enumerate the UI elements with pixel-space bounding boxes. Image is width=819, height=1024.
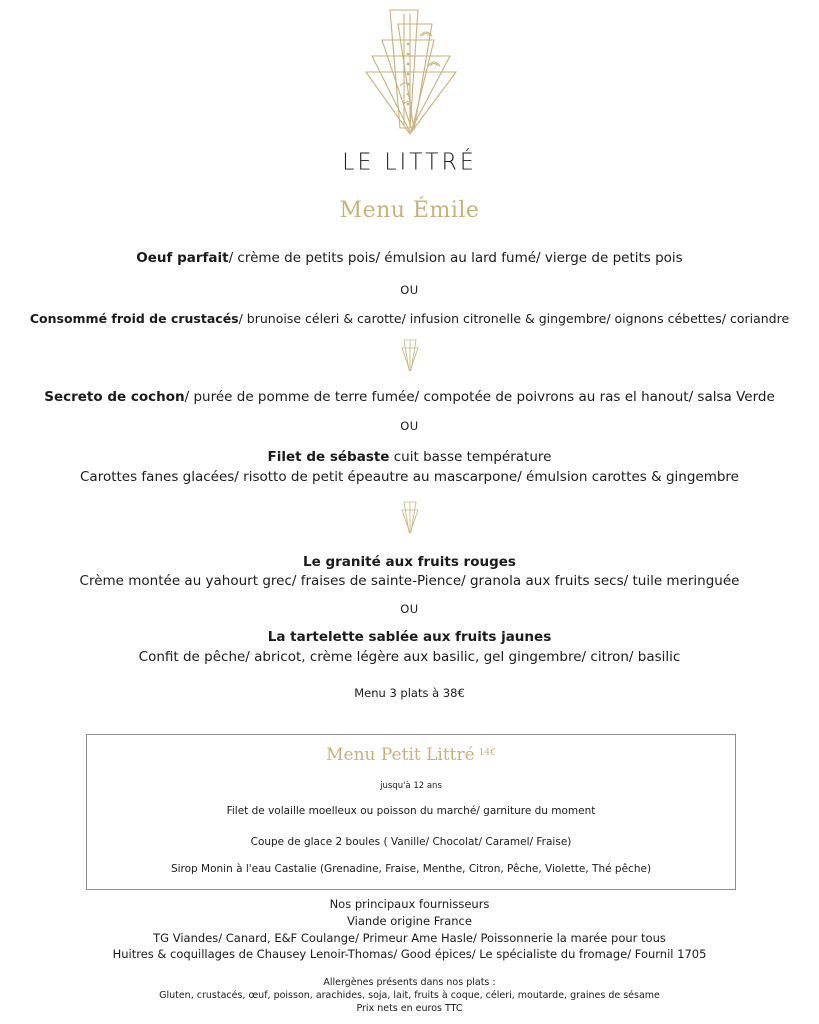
main-option-2 (0, 449, 819, 465)
main-option-1 (0, 389, 819, 405)
suppliers-line-2: TG Viandes/ Canard, E&F Coulange/ Primeur Ame Hasle/ Poissonnerie la marée pour tous (153, 931, 666, 945)
starter-1-name: Oeuf parfait (136, 250, 229, 266)
dessert-2-description: Confit de pêche/ abricot, crème légère aux basilic, gel gingembre/ citron/ basilic (138, 649, 681, 665)
main-2-suffix: cuit basse température (389, 449, 552, 465)
dessert-1-name (0, 554, 819, 570)
suppliers-line-3: Huitres & coquillages de Chausey Lenoir-Thomas/ Good épices/ Le spécialiste du fromage/ Fournil 1705 (112, 947, 707, 961)
art-deco-logo-icon (360, 6, 460, 136)
starter-2-description: / brunoise céleri & carotte/ infusion citronelle & gingembre/ oignons cébettes/ coriandre (238, 311, 790, 326)
kids-menu-line-1: Filet de volaille moelleux ou poisson du marché/ garniture du moment (226, 805, 596, 817)
menu-title: Menu Émile (339, 198, 480, 223)
brand-name: LE LITTRÉ (342, 149, 477, 176)
dessert-or: OU (400, 602, 419, 616)
allergens-heading: Allergènes présents dans nos plats : (323, 977, 496, 988)
starter-2-name: Consommé froid de crustacés (29, 311, 239, 326)
suppliers-line-1: Viande origine France (347, 914, 472, 928)
prices-note: Prix nets en euros TTC (356, 1003, 463, 1014)
starter-or: OU (400, 283, 419, 297)
starter-1-description: / crème de petits pois/ émulsion au lard fumé/ vierge de petits pois (228, 250, 683, 266)
main-or: OU (400, 419, 419, 433)
art-deco-separator-icon (400, 338, 420, 372)
starter-option-2 (0, 311, 819, 326)
main-1-description: / purée de pomme de terre fumée/ compotée de poivrons au ras el hanout/ salsa Verde (184, 389, 775, 405)
art-deco-separator-icon (400, 500, 420, 534)
main-2-description: Carottes fanes glacées/ risotto de petit épeautre au mascarpone/ émulsion carottes & gingembre (80, 469, 739, 485)
suppliers-heading: Nos principaux fournisseurs (329, 897, 490, 911)
menu-price: Menu 3 plats à 38€ (354, 686, 465, 700)
dessert-1-title: Le granité aux fruits rouges (303, 554, 516, 570)
starter-option-1 (0, 250, 819, 266)
main-2-name: Filet de sébaste (267, 449, 390, 465)
kids-menu-name: Menu Petit Littré (326, 745, 475, 765)
kids-menu-line-2: Coupe de glace 2 boules ( Vanille/ Chocolat/ Caramel/ Fraise) (250, 836, 572, 848)
kids-menu-title (87, 745, 735, 765)
kids-menu-box (86, 734, 736, 890)
kids-menu-line-3: Sirop Monin à l'eau Castalie (Grenadine, Fraise, Menthe, Citron, Pêche, Violette, Thé pêche) (170, 863, 652, 875)
kids-menu-price: 14€ (478, 748, 496, 758)
dessert-1-description: Crème montée au yahourt grec/ fraises de sainte-Pience/ granola aux fruits secs/ tuile meringuée (79, 573, 740, 589)
main-1-name: Secreto de cochon (44, 389, 185, 405)
allergens-list: Gluten, crustacés, œuf, poisson, arachides, soja, lait, fruits à coque, céleri, moutarde, graines de sésame (159, 990, 660, 1001)
dessert-2-title: La tartelette sablée aux fruits jaunes (267, 629, 552, 645)
kids-menu-age: jusqu'à 12 ans (380, 781, 442, 791)
dessert-2-name (0, 629, 819, 645)
